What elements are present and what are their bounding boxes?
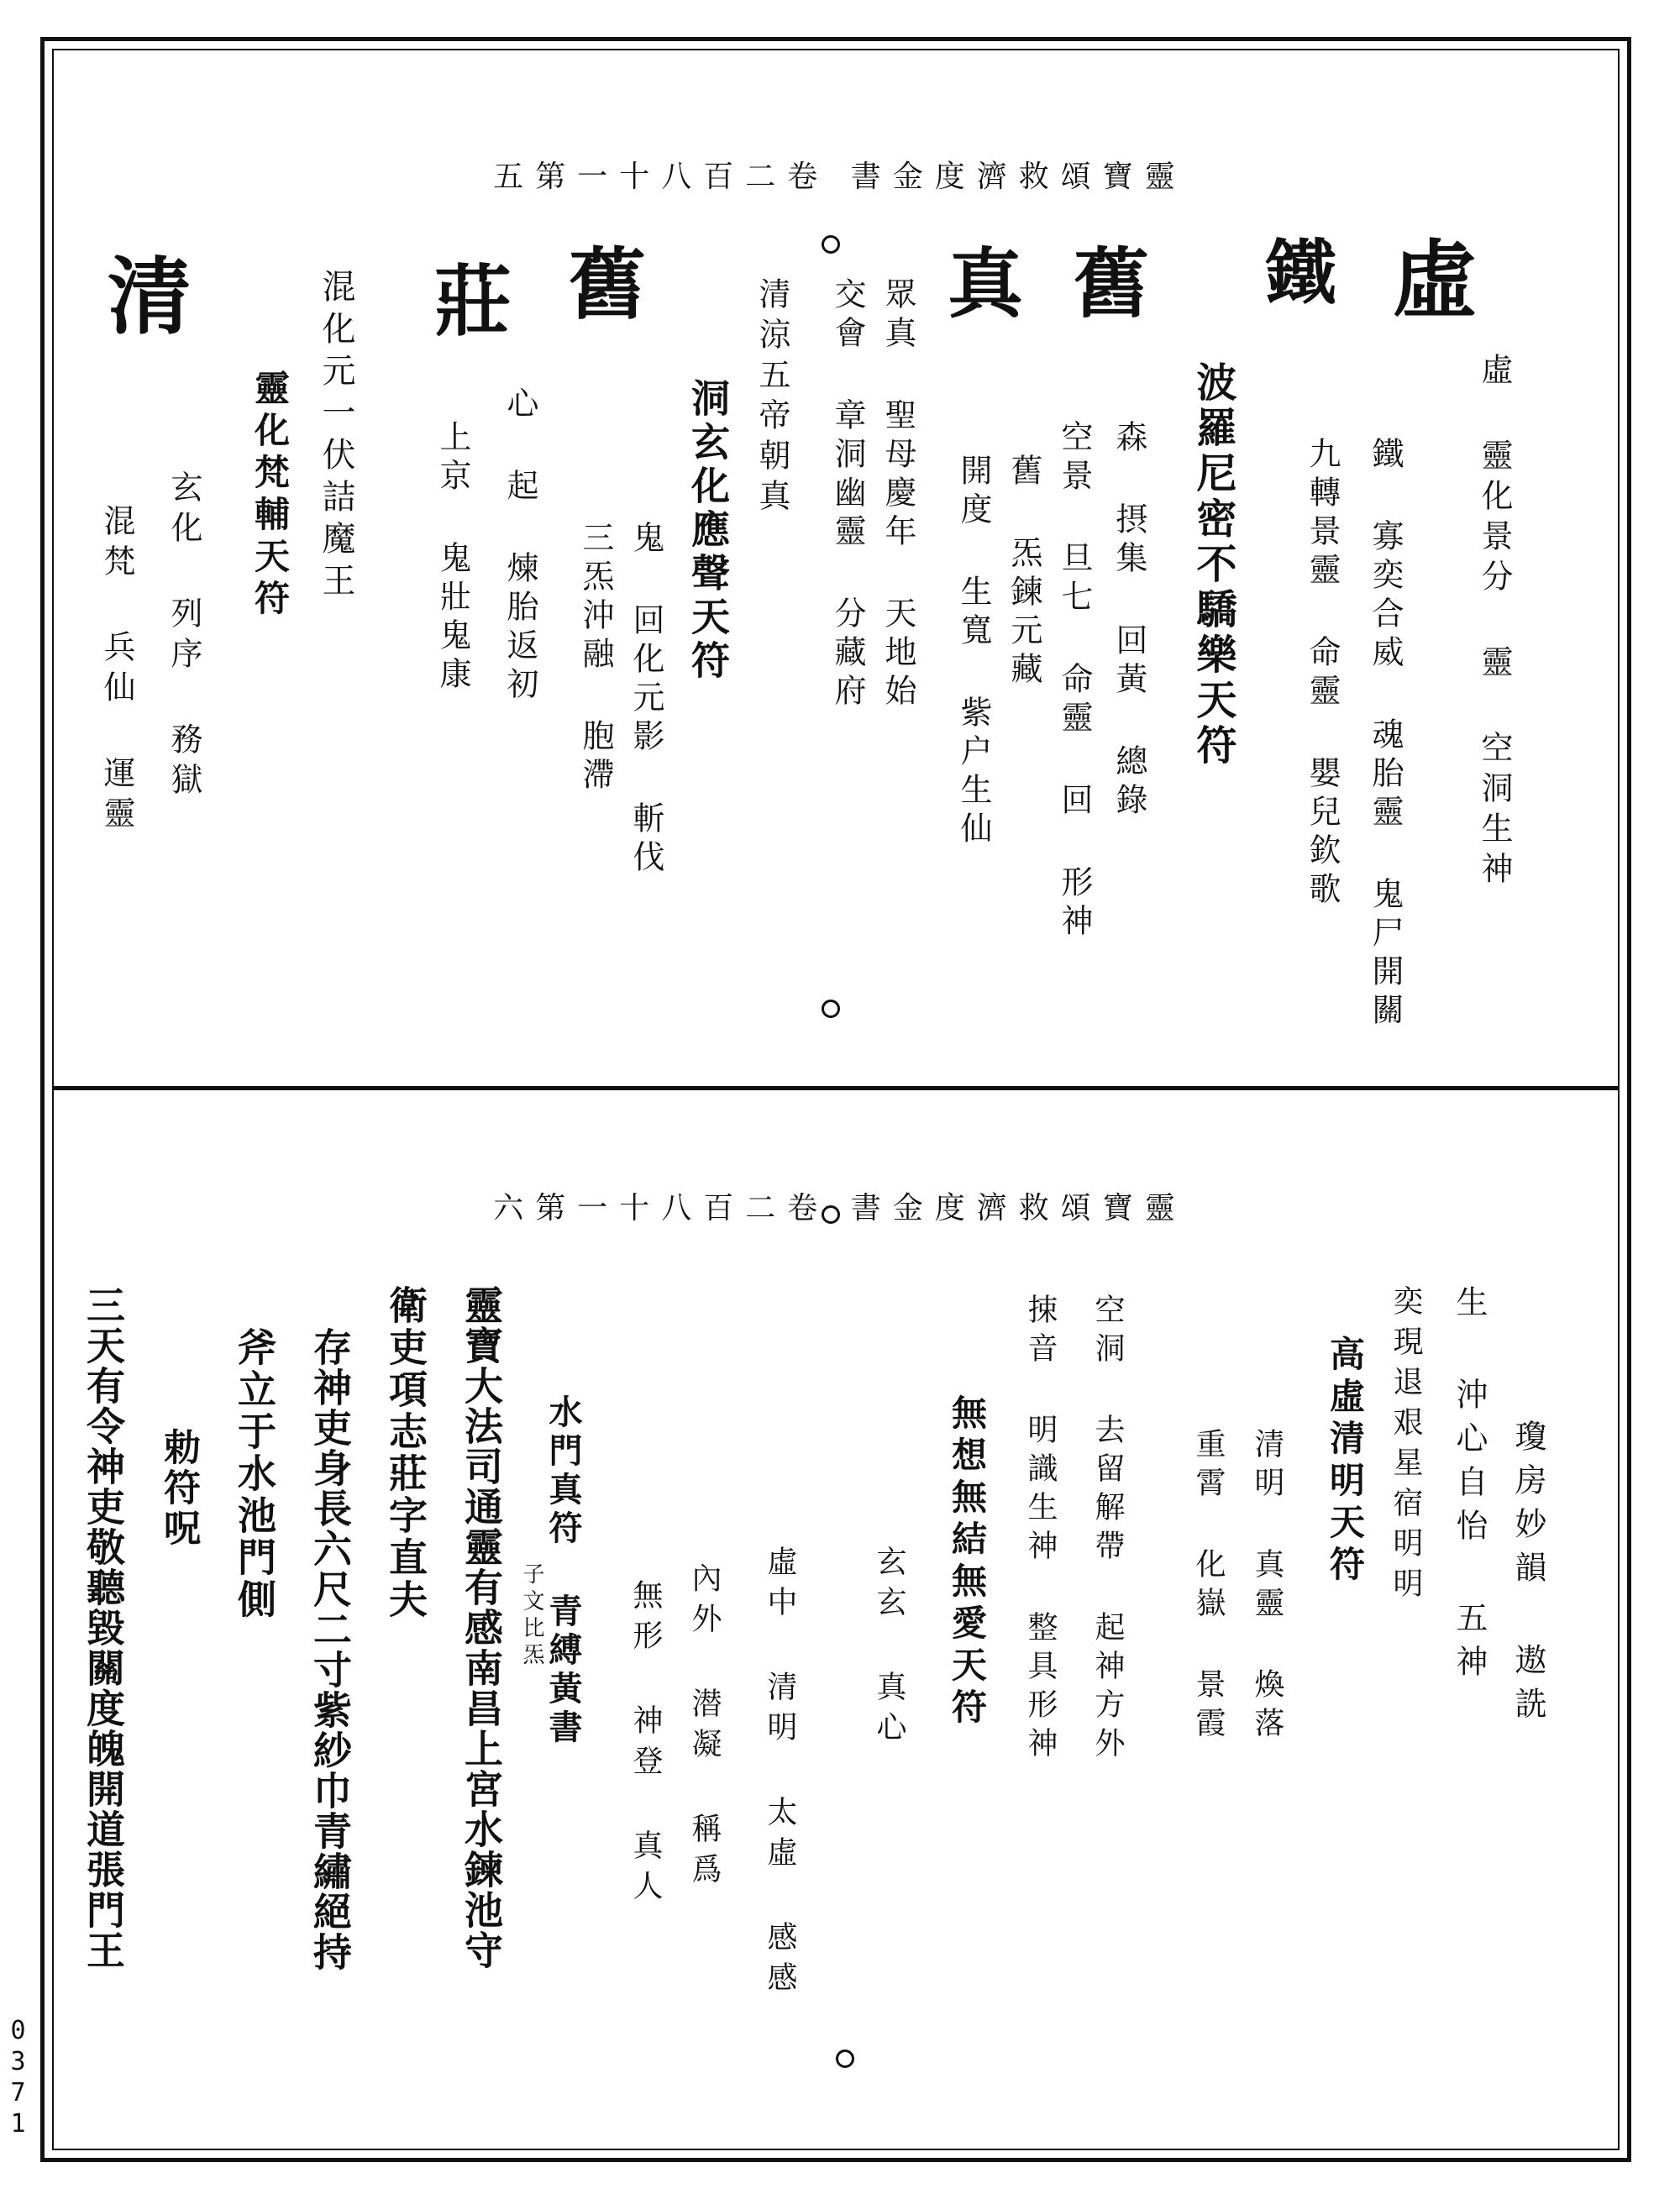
top-seal-char-7: 清 [93,252,192,336]
top-col-10: 交會 章洞幽靈 分藏府 [829,277,866,712]
top-col-2: 鐵 寡奕合威 魂胎靈 鬼尸開關 [1367,437,1404,1031]
top-col-5: 森 摂集 回黃 總錄 [1110,420,1147,821]
top-col-20: 混梵 兵仙 運靈 [98,504,135,837]
bottom-col-3: 奕現退艰星宿明明 [1389,1285,1423,1608]
top-seal-char-5: 舊 [556,244,647,321]
top-col-12: 洞玄化應聲天符 [685,378,731,684]
top-seal-char-1: 虛 [1378,235,1478,319]
bottom-col-1: 生 沖心自怡 五神 [1451,1285,1488,1688]
top-col-13: 鬼 回化元影 斬伐 [627,521,664,879]
bottom-col-13: 無形 神登 真人 [628,1579,663,1910]
top-col-14: 三炁沖融 胞滯 [577,521,614,796]
top-col-3: 九轉景靈 命靈 嬰兒欽歌 [1304,437,1341,911]
top-seal-char-3: 舊 [1060,244,1149,319]
top-col-11: 清涼五帝朝真 [753,277,790,519]
top-circle-mark-2 [822,1000,840,1018]
top-col-6: 空景 旦七 命靈 回 形神 [1056,420,1093,942]
bottom-col-21: 三天有令神吏敬聽毀關度魄開道張門王 [81,1285,126,1971]
bottom-col-10: 玄玄 真心 [872,1546,906,1751]
bottom-col-5: 清明 真靈 煥落 [1250,1428,1284,1745]
bottom-circle-mark-2 [836,2049,854,2068]
top-col-19: 玄化 列序 務獄 [165,470,202,803]
page-margin-number: 0371 [3,2016,33,2140]
bottom-col-12: 內外 潜凝 稱爲 [687,1562,722,1893]
top-col-4: 波羅尼密不驕樂天符 [1189,361,1236,769]
bottom-col-20: 勅符呪 [157,1428,200,1549]
top-seal-char-4: 真 [934,244,1023,319]
top-col-17: 混化元一伏詰魔王 [317,269,355,605]
bottom-circle-mark-1 [822,1205,840,1224]
bottom-col-11: 虛中 清明 太虛 感感 [763,1546,797,2002]
top-circle-mark-1 [822,235,840,254]
top-col-8: 開度 生寬 紫户生仙 [955,454,992,850]
panel-divider [52,1086,1620,1090]
bottom-col-17: 衛吏項志莊字直夫 [383,1285,428,1621]
bottom-col-18: 存神吏身長六尺二寸紫紗巾青繡絕持 [307,1327,353,1972]
top-col-1: 虛 靈化景分 靈 空洞生神 [1476,353,1513,892]
top-col-9: 眾真 聖母慶年 天地始 [879,277,916,712]
bottom-col-16: 靈寶大法司通靈有感南昌上宮水鍊池守 [459,1285,504,1971]
top-seal-char-6: 莊 [422,260,512,338]
top-col-7: 舊 炁鍊元藏 [1005,454,1042,690]
top-page-header: 五第一十八百二卷 書金度濟救頌寶靈 [493,160,1187,194]
bottom-col-2: 瓊房妙韻 遨詵 [1509,1420,1546,1730]
top-col-16: 上京 鬼壯鬼康 [434,420,471,695]
bottom-col-9: 無想無結無愛天符 [947,1394,988,1730]
top-col-18: 靈化梵輔天符 [249,370,291,622]
bottom-col-7: 空洞 去留解帶 起神方外 [1090,1294,1125,1766]
bottom-col-19: 斧立于水池門側 [232,1327,277,1621]
bottom-col-14: 水門真符 青縛黃書 [543,1394,583,1748]
bottom-col-4: 高虛清明天符 [1325,1336,1366,1588]
top-seal-char-2: 鐵 [1254,235,1337,306]
bottom-page-header: 六第一十八百二卷 書金度濟救頌寶靈 [493,1191,1187,1225]
bottom-col-8: 捒音 明識生神 整具形神 [1023,1294,1058,1766]
bottom-col-6: 重霄 化嶽 景霞 [1191,1428,1226,1745]
top-col-15: 心 起 煉胎返初 [501,386,538,706]
bottom-col-15: 子文比炁 [519,1562,544,1670]
